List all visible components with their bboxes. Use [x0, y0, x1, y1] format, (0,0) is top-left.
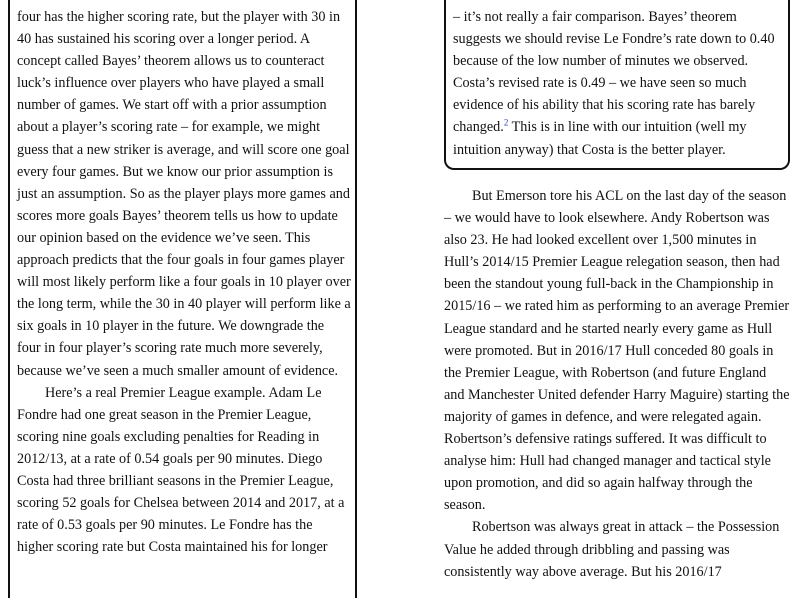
- left-paragraph-1: four has the higher scoring rate, but the player with 30 in 40 has sustained his scoring over a longer period. A concept called Bayes’ theorem allows us to counteract luck’s influence over players who have played a small number of games. We start off with a prior assumption about a player’s scoring rate – for example, we might guess that a new striker is average, and will score one goal every four games. But we know our prior assumption is just an assumption. So as the player plays more games and scores more goals Bayes’ theorem tells us how to update our opinion based on the evidence we’ve seen. This approach predicts that the four goals in four games player will most likely perform like a four goals in 10 player over the long term, while the 30 in 40 player will perform like a six goals in 10 player in the future. We downgrade the four in four player’s scoring rate much more severely, because we’ve seen a much smaller amount of evidence.: [17, 9, 351, 379]
- sidebar-box-text: [453, 6, 788, 161]
- sidebar-text-after: This is in line with our intuition (well my intuition anyway) that Costa is the better player.: [453, 119, 747, 158]
- left-paragraph-2: Here’s a real Premier League example. Adam Le Fondre had one great season in the Premier League, scoring nine goals excluding penalties for Reading in 2012/13, at a rate of 0.54 goals per 90 minutes. Diego Costa had three brilliant seasons in the Premier League, scoring 52 goals for Chelsea between 2014 and 2017, at a rate of 0.53 goals per 90 minutes. Le Fondre has the higher scoring rate but Costa maintained his for longer: [17, 384, 345, 556]
- footnote-marker[interactable]: 2: [503, 117, 509, 128]
- right-column: [444, 185, 790, 583]
- left-column: [17, 6, 351, 558]
- sidebar-box-paragraph: [453, 6, 788, 161]
- left-border-rule: [8, 0, 10, 598]
- right-paragraph-1: But Emerson tore his ACL on the last day of the season – we would have to look elsewhere. Andy Robertson was also 23. He had looked excellent over 1,500 minutes in Hull’s 2014/15 Premier League relegation season, then had been the standout young full-back in the Championship in 2015/16 – we rated him as performing to an average Premier League standard and he started nearly every game as Hull were promoted. But in 2016/17 Hull conceded 80 goals in the Premier League, with Robertson (and future England and Manchester United defender Harry Maguire) starting the majority of games in defence, and were relegated again. Robertson’s defensive ratings suffered. It was difficult to analyse him: Hull had changed manager and tactical style upon promotion, and did so again halfway through the season.: [444, 188, 790, 514]
- right-paragraph-2: Robertson was always great in attack – the Possession Value he added through dribbling and passing was consistently way above average. But his 2016/17: [444, 519, 780, 580]
- column-divider-rule: [355, 0, 357, 598]
- sidebar-text-before: – it’s not really a fair comparison. Bayes’ theorem suggests we should revise Le Fondre’s rate down to 0.40 because of the low number of minutes we observed. Costa’s revised rate is 0.49 – we have seen so much evidence of his ability that his scoring rate has barely changed.: [453, 9, 775, 136]
